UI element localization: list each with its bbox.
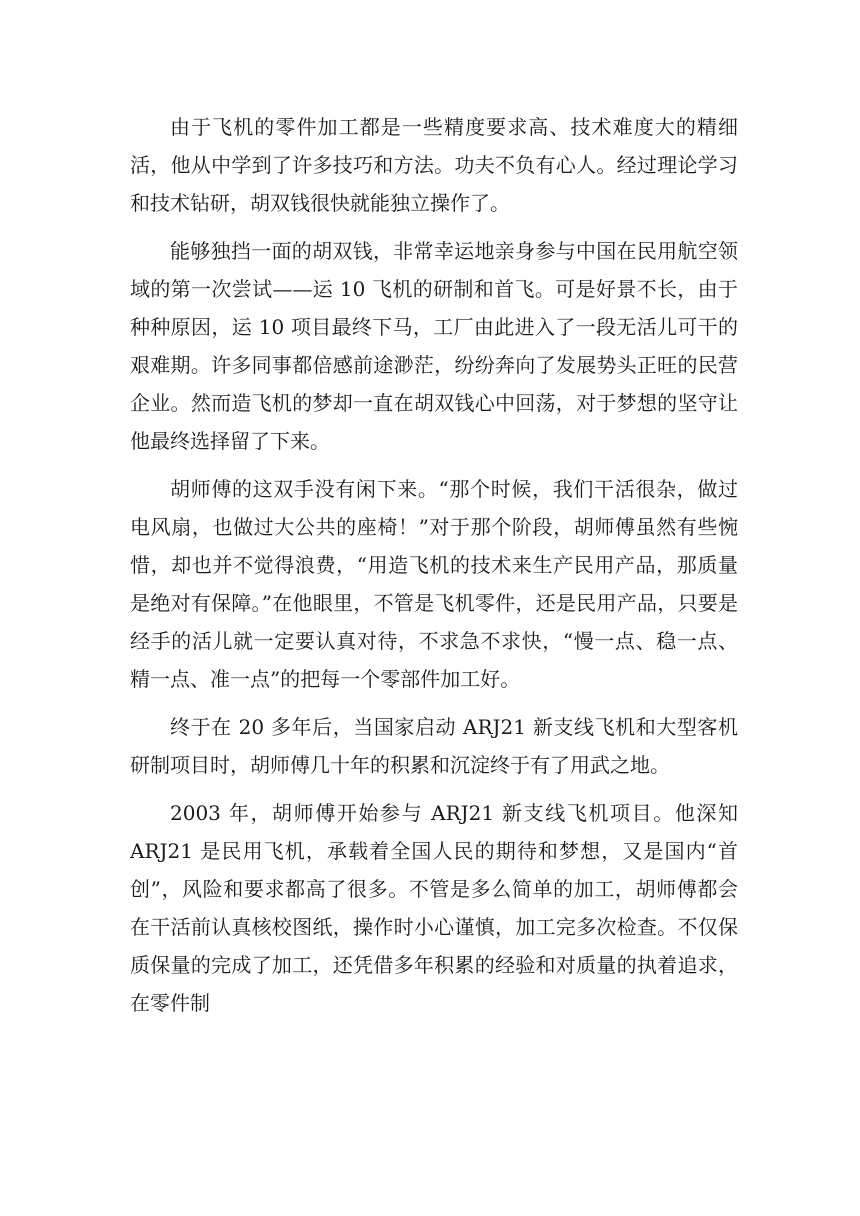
paragraph-1: 由于飞机的零件加工都是一些精度要求高、技术难度大的精细活，他从中学到了许多技巧和方法。功夫不负有心人。经过理论学习和技术钻研，胡双钱很快就能独立操作了。 [130, 115, 738, 215]
paragraph-5: 2003 年，胡师傅开始参与 ARJ21 新支线飞机项目。他深知 ARJ21 是民用飞机，承载着全国人民的期待和梦想，又是国内“首创”，风险和要求都高了很多。不管是多么简单的加工，胡师傅都会在干活前认真核校图纸，操作时小心谨慎，加工完多次检查。不仅保质保量的完成了加工，还凭借多年积累的经验和对质量的执着追求，在零件制 [130, 801, 745, 1015]
paragraph-2: 能够独挡一面的胡双钱，非常幸运地亲身参与中国在民用航空领域的第一次尝试——运 10 飞机的研制和首飞。可是好景不长，由于种种原因，运 10 项目最终下马，工厂由此进入了一段无活儿可干的艰难期。许多同事都倍感前途渺茫，纷纷奔向了发展势头正旺的民营企业。然而造飞机的梦却一直在胡双钱心中回荡，对于梦想的坚守让他最终选择留了下来。 [130, 239, 738, 453]
document-body [130, 108, 745, 1022]
paragraph-3: 胡师傅的这双手没有闲下来。“那个时候，我们干活很杂，做过电风扇，也做过大公共的座椅！”对于那个阶段，胡师傅虽然有些惋惜，却也并不觉得浪费，“用造飞机的技术来生产民用产品，那质量是绝对有保障。”在他眼里，不管是飞机零件，还是民用产品，只要是经手的活儿就一定要认真对待，不求急不求快，“慢一点、稳一点、精一点、准一点”的把每一个零部件加工好。 [130, 477, 738, 691]
paragraph-4: 终于在 20 多年后，当国家启动 ARJ21 新支线飞机和大型客机研制项目时，胡师傅几十年的积累和沉淀终于有了用武之地。 [130, 715, 738, 777]
